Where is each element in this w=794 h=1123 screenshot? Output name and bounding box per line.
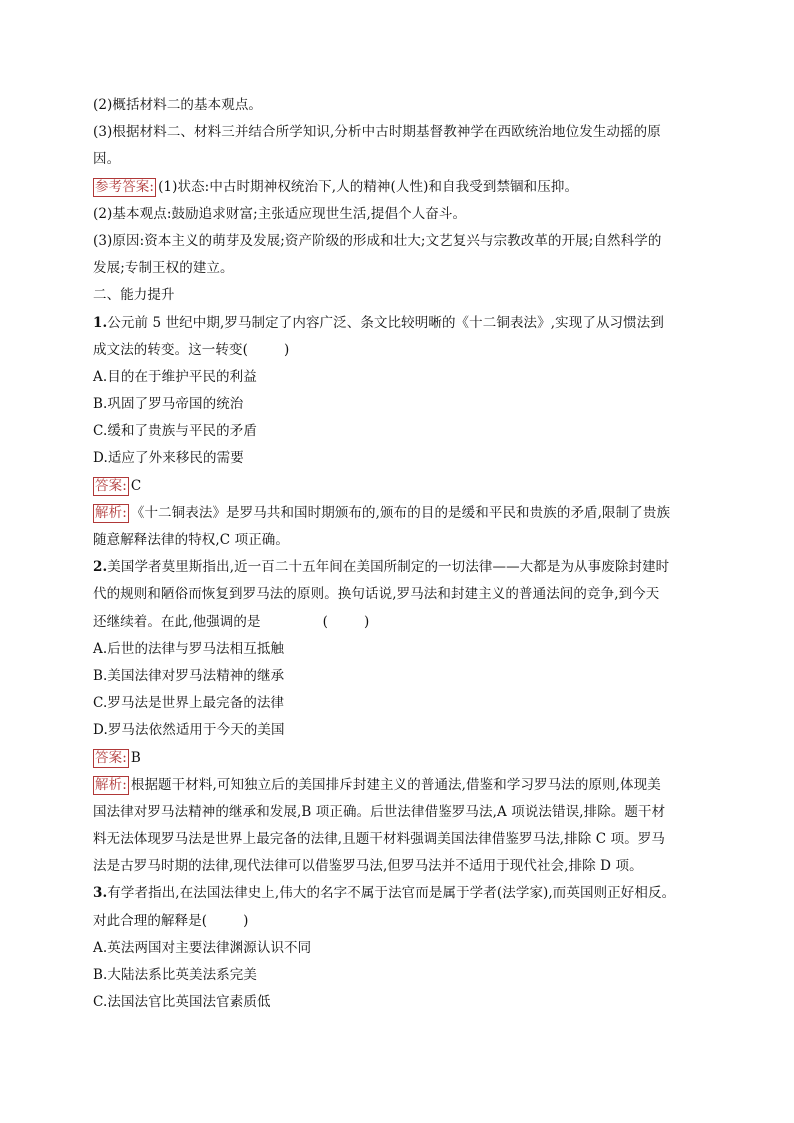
- q1-analysis-label: 解析:: [95, 504, 127, 521]
- q1-option-a: A.目的在于维护平民的利益: [93, 368, 257, 385]
- q2-stem-close: ): [363, 613, 370, 630]
- q1-analysis-text-1: 《十二铜表法》是罗马共和国时期颁布的,颁布的目的是缓和平民和贵族的矛盾,限制了贵族: [130, 504, 671, 521]
- q1-answer-label: 答案:: [95, 477, 127, 494]
- document-page: [93, 92, 713, 1016]
- q1-stem-close: ): [283, 341, 290, 358]
- q3-option-a: A.英法两国对主要法律渊源认识不同: [93, 939, 312, 956]
- q1-stem-text-2: 成文法的转变。这一转变(: [93, 341, 248, 358]
- reference-answer-line4: 发展;专制王权的建立。: [93, 260, 234, 277]
- q2-answer-value: B: [130, 749, 141, 766]
- q2-paren-open: (: [322, 613, 328, 630]
- q1-option-c: C.缓和了贵族与平民的矛盾: [93, 423, 257, 440]
- q2-answer-line: [93, 745, 713, 772]
- q1-analysis-line1: [93, 500, 713, 527]
- reference-answer-text-1: (1)状态:中古时期神权统治下,人的精神(人性)和自我受到禁锢和压抑。: [158, 178, 579, 195]
- q2-option-d: D.罗马法依然适用于今天的美国: [93, 722, 285, 739]
- q1-stem-line2: [93, 337, 713, 364]
- question-sub-3-line1: (3)根据材料二、材料三并结合所学知识,分析中古时期基督教神学在西欧统治地位发生动摇的原: [93, 124, 661, 141]
- section-title: 二、能力提升: [93, 287, 175, 304]
- q1-answer-value: C: [130, 477, 142, 494]
- q3-stem-line1: [93, 880, 713, 907]
- q2-analysis-line1: [93, 772, 713, 799]
- q2-analysis-text-1: 根据题干材料,可知独立后的美国排斥封建主义的普通法,借鉴和学习罗马法的原则,体现美: [130, 776, 661, 793]
- q2-stem-line3: [93, 609, 713, 636]
- question-sub-2: (2)概括材料二的基本观点。: [93, 97, 263, 113]
- q2-stem-line2: 代的规则和陋俗而恢复到罗马法的原则。换句话说,罗马法和封建主义的普通法间的竞争,到今天: [93, 586, 660, 603]
- q2-analysis-label: 解析:: [95, 776, 127, 793]
- q2-stem-text-3: 还继续着。在此,他强调的是: [93, 613, 261, 630]
- q1-option-b: B.巩固了罗马帝国的统治: [93, 396, 244, 413]
- q2-stem-text-1: 美国学者莫里斯指出,近一百二十五年间在美国所制定的一切法律——大都是为从事废除封建时: [107, 559, 670, 576]
- q2-option-a: A.后世的法律与罗马法相互抵触: [93, 640, 285, 657]
- q3-option-b: B.大陆法系比英美法系完美: [93, 967, 258, 983]
- q3-stem-text-2: 对此合理的解释是(: [93, 912, 208, 929]
- q2-analysis-line4: 法是古罗马时期的法律,现代法律可以借鉴罗马法,但罗马法并不适用于现代社会,排除 D 项。: [93, 858, 643, 875]
- q3-stem-line2: [93, 908, 713, 935]
- q2-option-c: C.罗马法是世界上最完备的法律: [93, 695, 285, 712]
- q1-number: 1.: [93, 314, 108, 331]
- q1-option-d: D.适应了外来移民的需要: [93, 450, 244, 467]
- reference-answer-line3: (3)原因:资本主义的萌芽及发展;资产阶级的形成和壮大;文艺复兴与宗教改革的开展;自然科学的: [93, 232, 662, 249]
- q3-option-c: C.法国法官比英国法官素质低: [93, 994, 271, 1011]
- q1-analysis-line2: 随意解释法律的特权,C 项正确。: [93, 532, 290, 548]
- q2-answer-label: 答案:: [95, 749, 127, 766]
- q2-analysis-line2: 国法律对罗马法精神的继承和发展,B 项正确。后世法律借鉴罗马法,A 项说法错误,排除。题干材: [93, 803, 666, 820]
- q3-stem-close: ): [243, 912, 249, 929]
- q1-stem-line1: [93, 310, 713, 337]
- q3-number: 3.: [93, 885, 108, 902]
- q2-stem-line1: [93, 554, 713, 581]
- q1-answer-line: [93, 473, 713, 500]
- q2-option-b: B.美国法律对罗马法精神的继承: [93, 667, 285, 684]
- q3-stem-text-1: 有学者指出,在法国法律史上,伟大的名字不属于法官而是属于学者(法学家),而英国则正好相反。: [107, 885, 676, 902]
- question-sub-3-line2: 因。: [93, 151, 121, 168]
- reference-answer-label: 参考答案:: [95, 178, 155, 195]
- reference-answer-line2: (2)基本观点:鼓励追求财富;主张适应现世生活,提倡个人奋斗。: [93, 205, 467, 222]
- q1-stem-text-1: 公元前 5 世纪中期,罗马制定了内容广泛、条文比较明晰的《十二铜表法》,实现了从习惯法到: [107, 314, 664, 331]
- q2-number: 2.: [93, 559, 108, 576]
- q2-analysis-line3: 料无法体现罗马法是世界上最完备的法律,且题干材料强调美国法律借鉴罗马法,排除 C 项。罗马: [93, 831, 665, 848]
- reference-answer-line1: [93, 174, 713, 201]
